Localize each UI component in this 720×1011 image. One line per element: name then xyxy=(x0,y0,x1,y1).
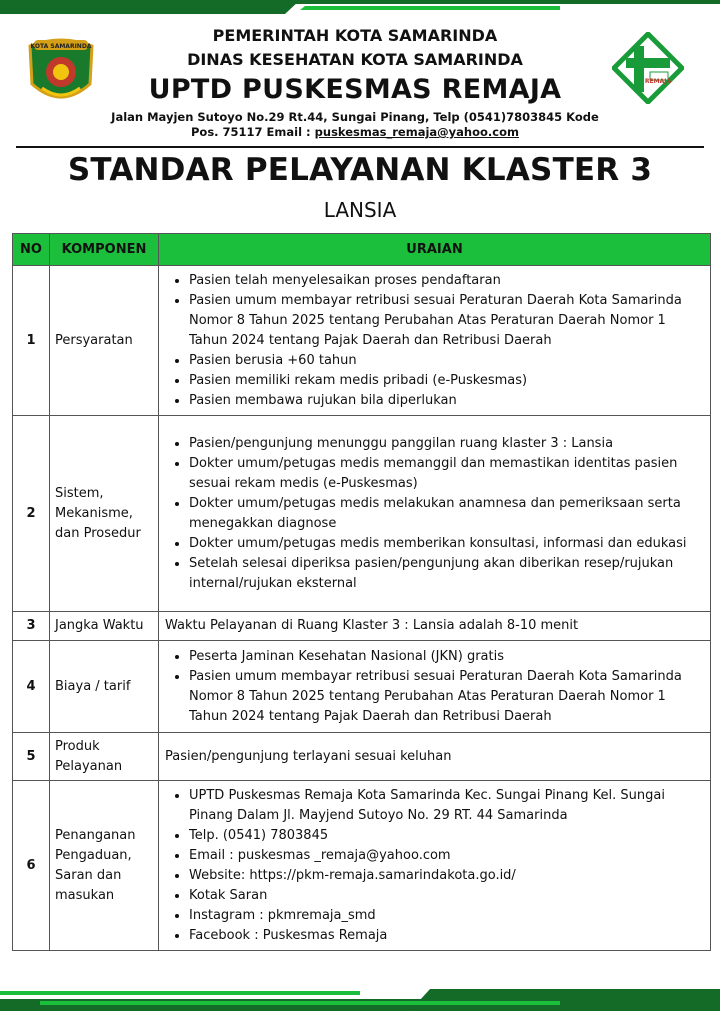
list-item: • Dokter umum/petugas medis melakukan anamnesa dan pemeriksaan serta menegakkan diagnose xyxy=(189,494,706,534)
list-item: • Website: https://pkm-remaja.samarindakota.go.id/ xyxy=(189,866,706,886)
samarinda-emblem-icon xyxy=(24,32,98,112)
list-item: • Pasien/pengunjung menunggu panggilan ruang klaster 3 : Lansia xyxy=(189,434,706,454)
header-no: NO xyxy=(13,234,50,266)
table-row xyxy=(13,266,711,416)
table-row xyxy=(13,612,711,641)
email-link[interactable]: puskesmas_remaja@yahoo.com xyxy=(314,125,519,139)
row-description: Waktu Pelayanan di Ruang Klaster 3 : Lansia adalah 8-10 menit xyxy=(159,612,711,641)
list-item: • Setelah selesai diperiksa pasien/pengunjung akan diberikan resep/rujukan internal/rujukan eksternal xyxy=(189,554,706,594)
list-item: • Peserta Jaminan Kesehatan Nasional (JKN) gratis xyxy=(189,647,706,667)
list-item: • Pasien umum membayar retribusi sesuai Peraturan Daerah Kota Samarinda Nomor 8 Tahun 2025 tentang Perubahan Atas Peraturan Daerah Nomor 1 Tahun 2024 tentang Pajak Daerah dan Retribusi Daerah xyxy=(189,291,706,351)
row-component: Persyaratan xyxy=(50,266,159,416)
service-standard-table xyxy=(12,233,711,951)
table-row xyxy=(13,641,711,733)
header-komponen: KOMPONEN xyxy=(50,234,159,266)
logo-right-text: REMAJA xyxy=(644,78,672,85)
row-description xyxy=(159,266,711,416)
emblem-text: KOTA SAMARINDA xyxy=(30,43,92,50)
row-number: 6 xyxy=(13,781,50,951)
header-address xyxy=(105,110,605,140)
row-description: Pasien/pengunjung terlayani sesuai keluhan xyxy=(159,733,711,781)
list-item: • Pasien umum membayar retribusi sesuai Peraturan Daerah Kota Samarinda Nomor 8 Tahun 2025 tentang Perubahan Atas Peraturan Daerah Nomor 1 Tahun 2024 tentang Pajak Daerah dan Retribusi Daerah xyxy=(189,667,706,727)
top-decorative-bar xyxy=(0,0,720,16)
row-component: Penanganan Pengaduan, Saran dan masukan xyxy=(50,781,159,951)
table-row xyxy=(13,733,711,781)
row-component: Jangka Waktu xyxy=(50,612,159,641)
list-item: • Telp. (0541) 7803845 xyxy=(189,826,706,846)
header-uraian: URAIAN xyxy=(159,234,711,266)
list-item: • Kotak Saran xyxy=(189,886,706,906)
list-item: • Dokter umum/petugas medis memanggil dan memastikan identitas pasien sesuai rekam medis (e-Puskesmas) xyxy=(189,454,706,494)
row-description xyxy=(159,416,711,612)
list-item: • Pasien telah menyelesaikan proses pendaftaran xyxy=(189,271,706,291)
list-item: • Dokter umum/petugas medis memberikan konsultasi, informasi dan edukasi xyxy=(189,534,706,554)
list-item: • Email : puskesmas _remaja@yahoo.com xyxy=(189,846,706,866)
row-number: 4 xyxy=(13,641,50,733)
list-item: • Instagram : pkmremaja_smd xyxy=(189,906,706,926)
list-item: • Pasien membawa rujukan bila diperlukan xyxy=(189,391,706,411)
table-row xyxy=(13,781,711,951)
row-description xyxy=(159,641,711,733)
list-item: • UPTD Puskesmas Remaja Kota Samarinda Kec. Sungai Pinang Kel. Sungai Pinang Dalam Jl. Mayjend Sutoyo No. 29 RT. 44 Samarinda xyxy=(189,786,706,826)
list-item: • Facebook : Puskesmas Remaja xyxy=(189,926,706,946)
table-row xyxy=(13,416,711,612)
bottom-decorative-bar xyxy=(0,971,720,1011)
letterhead xyxy=(0,20,720,148)
row-component: Sistem, Mekanisme, dan Prosedur xyxy=(50,416,159,612)
header-line-1: PEMERINTAH KOTA SAMARINDA xyxy=(212,26,498,45)
header-divider xyxy=(16,146,704,148)
row-component: Produk Pelayanan xyxy=(50,733,159,781)
table-header-row xyxy=(13,234,711,266)
list-item: • Pasien berusia +60 tahun xyxy=(189,351,706,371)
row-number: 1 xyxy=(13,266,50,416)
header-line-3: UPTD PUSKESMAS REMAJA xyxy=(148,74,562,105)
row-component: Biaya / tarif xyxy=(50,641,159,733)
puskesmas-logo-icon xyxy=(612,32,684,104)
page-title: STANDAR PELAYANAN KLASTER 3 xyxy=(67,152,653,188)
row-number: 2 xyxy=(13,416,50,612)
list-item: • Pasien memiliki rekam medis pribadi (e-Puskesmas) xyxy=(189,371,706,391)
header-line-2: DINAS KESEHATAN KOTA SAMARINDA xyxy=(187,50,523,69)
row-number: 5 xyxy=(13,733,50,781)
address-text: Jalan Mayjen Sutoyo No.29 Rt.44, Sungai Pinang, Telp (0541)7803845 Kode Pos. 75117 Email : xyxy=(111,110,599,139)
row-number: 3 xyxy=(13,612,50,641)
page-subtitle: LANSIA xyxy=(323,198,397,222)
row-description xyxy=(159,781,711,951)
